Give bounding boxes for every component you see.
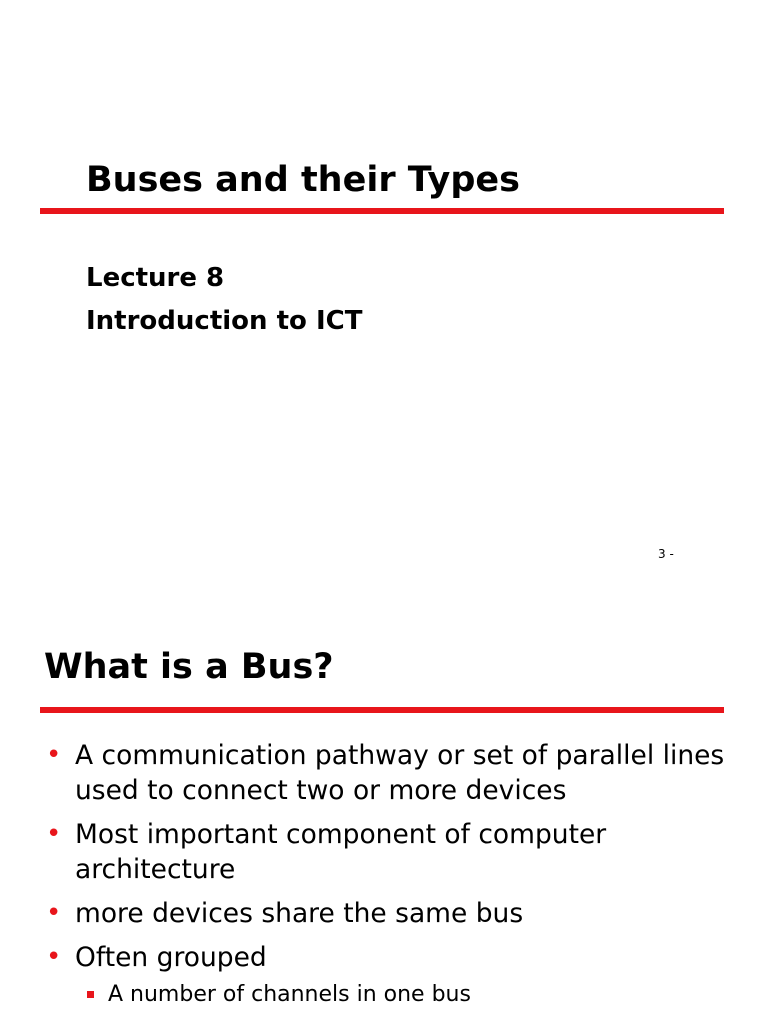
bullet-icon: • xyxy=(46,740,62,770)
sub-bullet-item xyxy=(0,980,768,1010)
bullet-text: Often grouped xyxy=(75,942,267,973)
bullet-text: Most important component of computer architecture xyxy=(75,819,607,885)
bullet-list xyxy=(0,738,768,1010)
bullet-icon: • xyxy=(46,898,62,928)
title-underline xyxy=(40,707,724,713)
content-slide xyxy=(0,600,768,1024)
bullet-item xyxy=(0,940,768,975)
bullet-item xyxy=(0,896,768,931)
lecture-number: Lecture 8 xyxy=(86,263,225,293)
course-name: Introduction to ICT xyxy=(86,306,363,336)
bullet-text: more devices share the same bus xyxy=(75,898,524,929)
slide-title: Buses and their Types xyxy=(86,160,520,200)
title-underline xyxy=(40,208,724,214)
bullet-item xyxy=(0,817,768,887)
slide-title: What is a Bus? xyxy=(44,647,334,687)
bullet-item xyxy=(0,738,768,808)
bullet-icon: • xyxy=(46,942,62,972)
bullet-text: A communication pathway or set of parallel lines used to connect two or more devices xyxy=(75,740,725,806)
square-bullet-icon xyxy=(87,991,94,998)
page-number: 3 - xyxy=(658,547,674,561)
bullet-icon: • xyxy=(46,819,62,849)
sub-bullet-text: A number of channels in one bus xyxy=(108,982,471,1007)
